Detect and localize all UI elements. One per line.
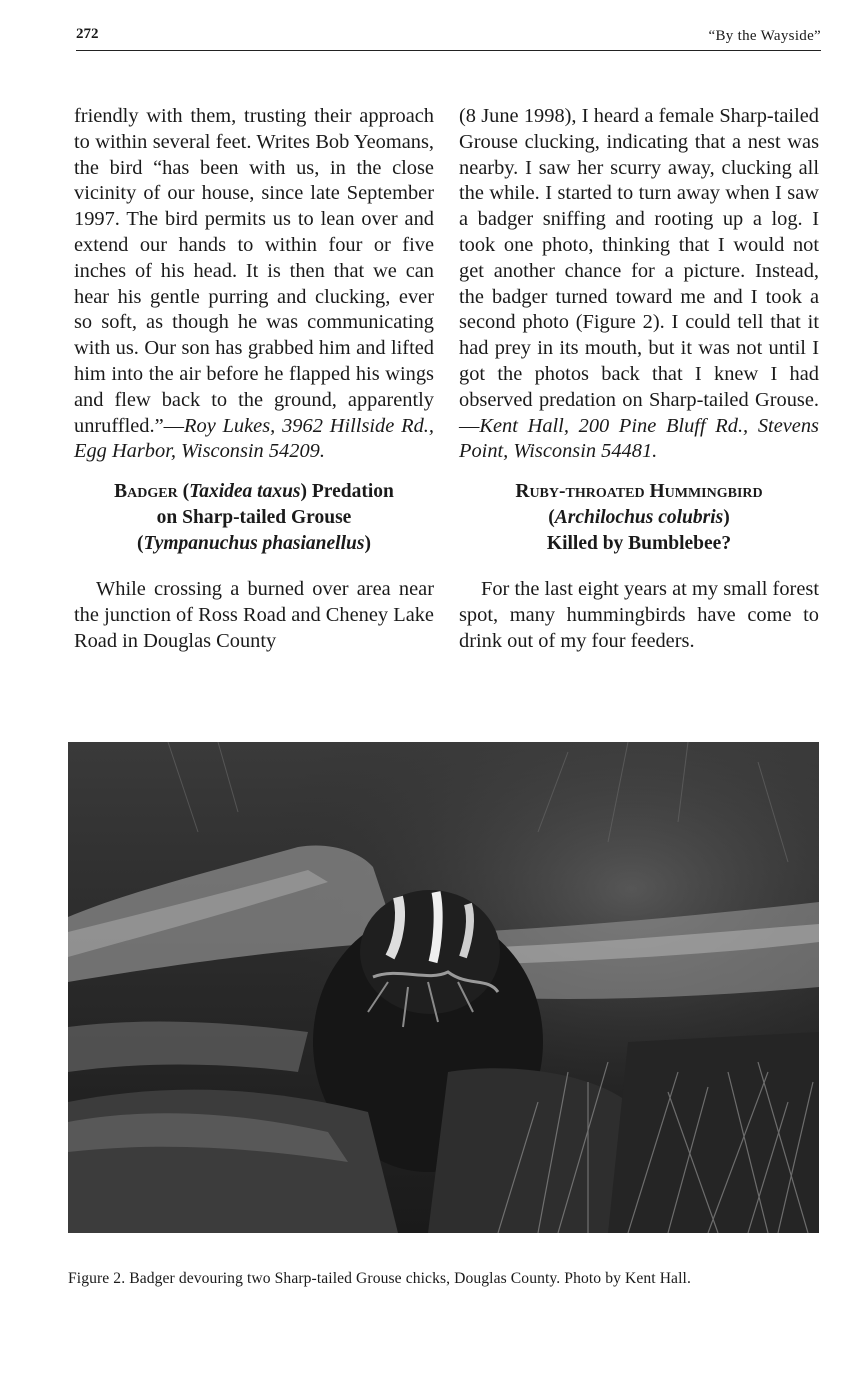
grouse-heading-latin: Tympanuchus phasianellus <box>143 533 365 555</box>
badger-heading-word: Badger <box>114 481 178 503</box>
badger-heading-line2: on Sharp-tailed Grouse <box>156 507 352 529</box>
left-paragraph-2: While crossing a burned over area near the junction of Ross Road and Cheney Lake Road in Douglas County <box>74 578 434 652</box>
right-paragraph-1-text: (8 June 1998), I heard a female Sharp-tailed Grouse clucking, indicating that a nest was nearby. I saw her scurry away, clucking all the while. I started to turn away when I saw a badger sniffing and rooting up a log. I took one photo, thinking that I would not get another chance for a picture. Instead, the badger turned toward me and I took a second photo (Figure 2). I could tell that it had prey in its mouth, but it was not until I got the photos back that I knew I had observed predation on Sharp-tailed Grouse.— <box>459 105 819 437</box>
right-paragraph-1-signature: Kent Hall, 200 Pine Bluff Rd., Stevens Point, Wisconsin 54481. <box>459 414 819 463</box>
figure-caption: Figure 2. Badger devouring two Sharp-tailed Grouse chicks, Douglas County. Photo by Kent Hall. <box>68 1270 691 1287</box>
right-column <box>459 104 819 655</box>
hummingbird-article-heading: Ruby-throated Hummingbird (Archilochus colubris) Killed by Bumblebee? <box>515 481 763 555</box>
left-paragraph-1 <box>74 104 434 465</box>
left-paragraph-1-signature: Roy Lukes, 3962 Hillside Rd., Egg Harbor, Wisconsin 54209. <box>74 414 434 463</box>
hummingbird-heading-line1: Ruby-throated Hummingbird <box>515 481 763 503</box>
badger-heading-rest: Predation <box>311 481 394 503</box>
hummingbird-heading-line3: Killed by Bumblebee? <box>546 533 732 555</box>
badger-photo <box>68 742 819 1233</box>
page-header <box>76 26 821 51</box>
right-paragraph-2: For the last eight years at my small forest spot, many hummingbirds have come to drink out of my four feeders. <box>459 578 819 652</box>
hummingbird-heading-latin: Archilochus colubris <box>554 507 724 529</box>
left-paragraph-1-text: friendly with them, trusting their approach to within several feet. Writes Bob Yeomans, the bird “has been with us, in the close vicinity of our house, since late September 1997. The bird permits us to lean over and extend our hands to within four or five inches of his head. It is then that we can hear his gentle purring and clucking, ever so soft, as though he was communicating with us. Our son has grabbed him and lifted him into the air before he flapped his wings and flew back to the ground, apparently unruffled.”— <box>74 105 434 437</box>
badger-heading-latin: Taxidea taxus <box>189 481 301 503</box>
badger-article-heading: Badger (Taxidea taxus) Predation on Sharp-tailed Grouse (Tympanuchus phasianellus) <box>114 481 394 555</box>
left-column <box>74 104 434 655</box>
page-number: 272 <box>76 26 99 42</box>
right-paragraph-1 <box>459 104 819 465</box>
running-title: “By the Wayside” <box>708 28 821 44</box>
